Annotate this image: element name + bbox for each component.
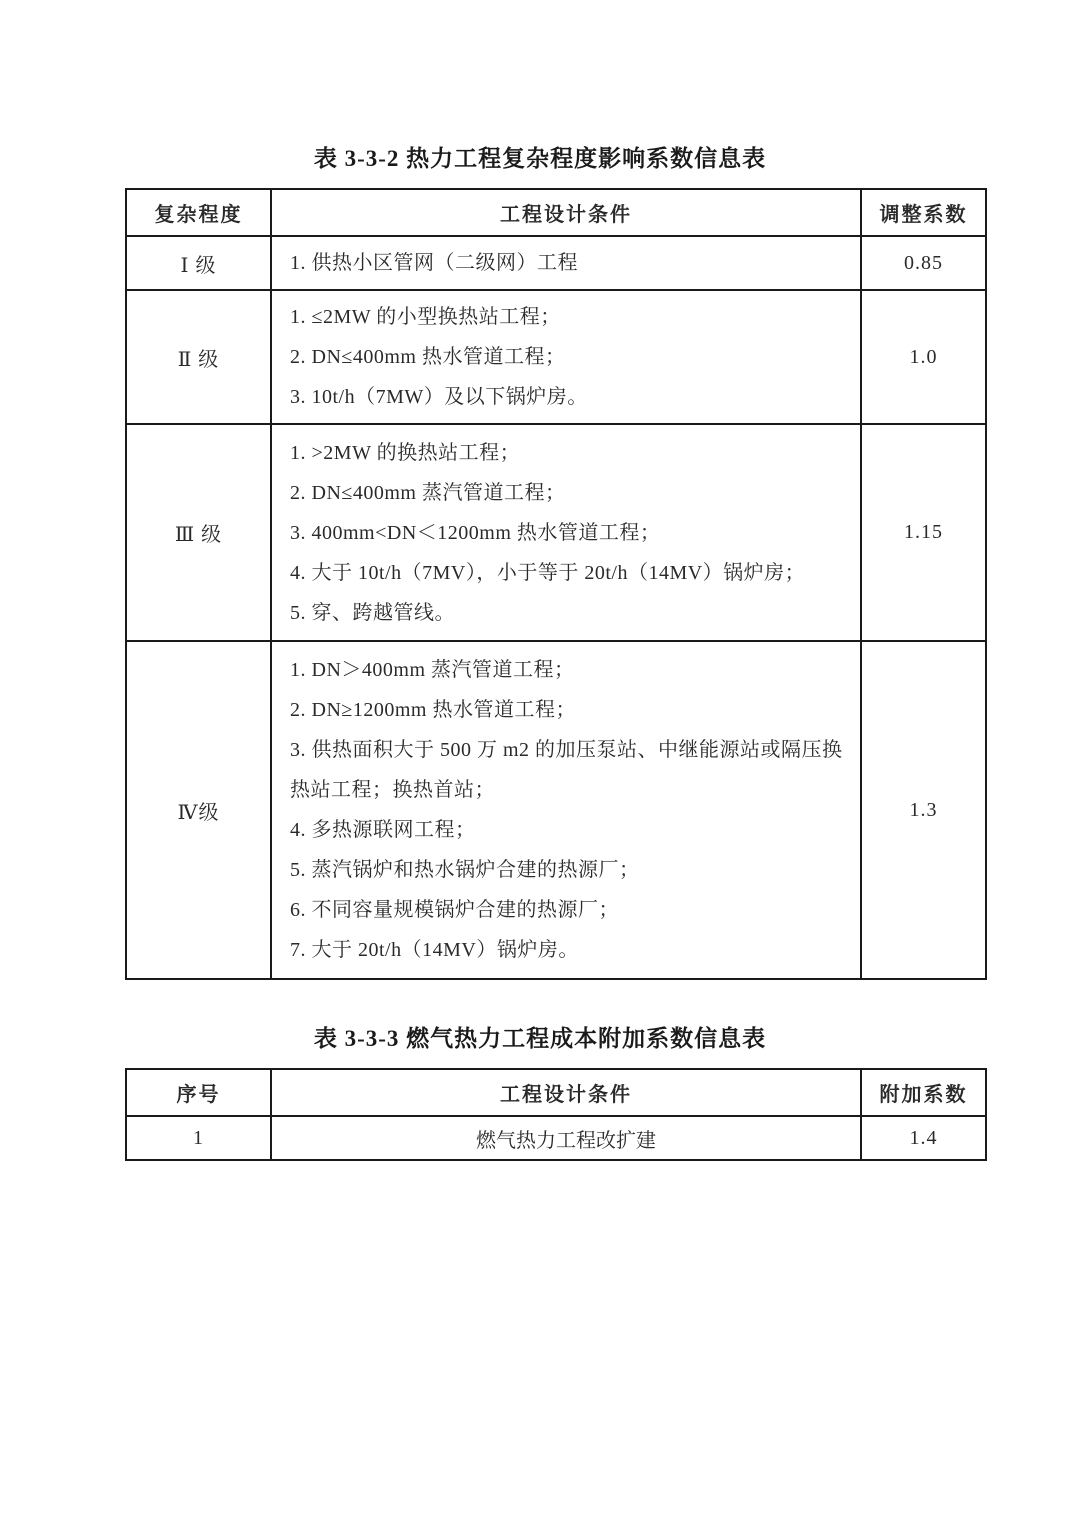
level-cell: Ⅲ 级 <box>126 424 271 641</box>
header-surcharge-coefficient: 附加系数 <box>861 1069 986 1116</box>
condition-cell <box>271 290 861 424</box>
condition-item: 5. 穿、跨越管线。 <box>290 601 455 624</box>
condition-cell <box>271 641 861 979</box>
table-row <box>126 1116 986 1160</box>
condition-item: 6. 不同容量规模锅炉合建的热源厂； <box>290 899 619 921</box>
header-adjust-coefficient: 调整系数 <box>861 189 986 236</box>
condition-item: 1. DN＞400mm 蒸汽管道工程； <box>290 659 575 681</box>
table-row <box>126 641 986 979</box>
level-cell: Ⅱ 级 <box>126 290 271 424</box>
table-row <box>126 424 986 641</box>
table-row <box>126 236 986 290</box>
table-header-row <box>126 1069 986 1116</box>
condition-item: 2. DN≥1200mm 热水管道工程； <box>290 699 576 721</box>
serial-number-cell: 1 <box>126 1116 271 1160</box>
condition-item: 1. ≤2MW 的小型换热站工程； <box>290 306 561 328</box>
condition-item: 1. >2MW 的换热站工程； <box>290 441 521 464</box>
condition-item: 7. 大于 20t/h（14MV）锅炉房。 <box>290 939 579 961</box>
complexity-coefficient-table <box>125 188 987 980</box>
condition-cell <box>271 424 861 641</box>
header-design-condition: 工程设计条件 <box>271 189 861 236</box>
surcharge-coefficient-table <box>125 1068 987 1161</box>
condition-item: 3. 10t/h（7MW）及以下锅炉房。 <box>290 386 588 408</box>
table-header-row <box>126 189 986 236</box>
condition-item: 3. 400mm<DN＜1200mm 热水管道工程； <box>290 521 661 544</box>
header-design-condition: 工程设计条件 <box>271 1069 861 1116</box>
coefficient-cell: 1.15 <box>861 424 986 641</box>
condition-item: 4. 多热源联网工程； <box>290 819 476 841</box>
condition-cell <box>271 236 861 290</box>
condition-item: 4. 大于 10t/h（7MV），小于等于 20t/h（14MV）锅炉房； <box>290 561 806 584</box>
condition-cell: 燃气热力工程改扩建 <box>271 1116 861 1160</box>
header-complexity: 复杂程度 <box>126 189 271 236</box>
table-1-title: 表 3-3-2 热力工程复杂程度影响系数信息表 <box>313 146 767 171</box>
level-cell: Ⅰ 级 <box>126 236 271 290</box>
table-row <box>126 290 986 424</box>
coefficient-cell: 1.4 <box>861 1116 986 1160</box>
condition-item: 2. DN≤400mm 热水管道工程； <box>290 346 566 368</box>
coefficient-cell: 0.85 <box>861 236 986 290</box>
coefficient-cell: 1.0 <box>861 290 986 424</box>
coefficient-cell: 1.3 <box>861 641 986 979</box>
table-2-title: 表 3-3-3 燃气热力工程成本附加系数信息表 <box>313 1026 767 1051</box>
condition-item: 3. 供热面积大于 500 万 m2 的加压泵站、中继能源站或隔压换热站工程；换热首站； <box>290 739 843 801</box>
level-cell: Ⅳ级 <box>126 641 271 979</box>
condition-item: 1. 供热小区管网（二级网）工程 <box>290 252 578 274</box>
condition-item: 2. DN≤400mm 蒸汽管道工程； <box>290 481 566 504</box>
condition-item: 5. 蒸汽锅炉和热水锅炉合建的热源厂； <box>290 859 640 881</box>
header-serial-number: 序号 <box>126 1069 271 1116</box>
